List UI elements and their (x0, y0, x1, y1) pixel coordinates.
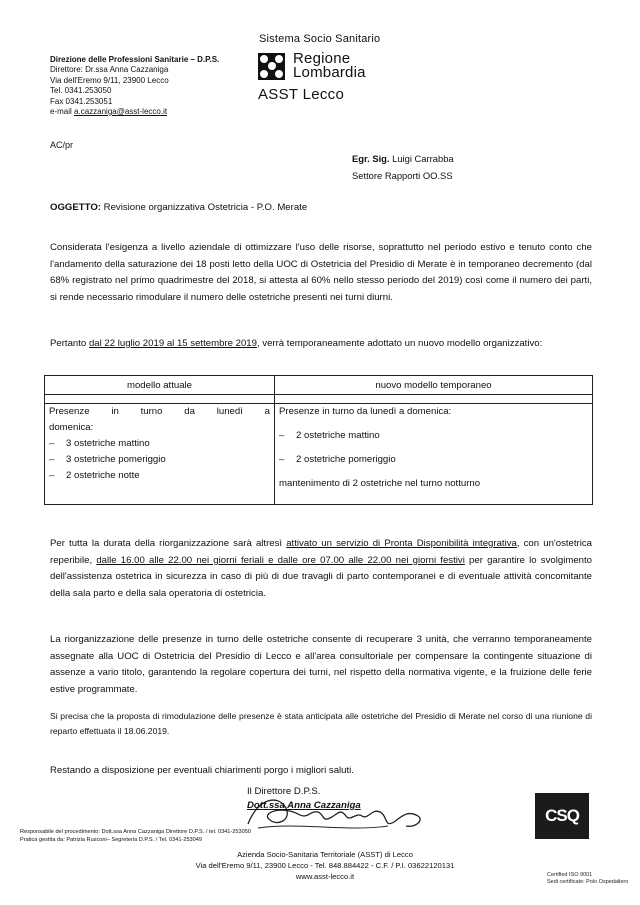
on-call-text-b: , con un'ostetrica reperibile, (50, 538, 592, 566)
table-body-row (45, 404, 593, 505)
paragraph-meeting: Si precisa che la proposta di rimodulazione delle presenze è stata anticipata alle ostetriche del Presidio di Merate nel corso di una riunione di reparto effettuata il 18.06.2019. (50, 711, 592, 736)
period-text-a: Pertanto (50, 338, 89, 349)
email-label: e-mail (50, 107, 72, 117)
department-block (50, 55, 270, 117)
certification-note (547, 872, 628, 886)
list-item: – 2 ostetriche pomeriggio (279, 454, 396, 465)
current-model-cell (45, 404, 275, 505)
header-current-model: modello attuale (45, 376, 275, 395)
footer-org: Azienda Socio-Sanitaria Territoriale (ASST) di Lecco (237, 850, 413, 859)
region-line-2: Lombardia (293, 64, 366, 81)
salutation: Egr. Sig. (352, 153, 390, 164)
table-header-row (45, 376, 593, 395)
responsible-line: Responsabile del procedimento: Dott.ssa Anna Cazzaniga Direttore D.P.S. / tel. 0341-253050 (20, 829, 251, 835)
on-call-text-a: Per tutta la durata della riorganizzazione sarà altresì (50, 538, 287, 549)
cert-line-2: Sedi certificate: Polo Ospedaliero (547, 879, 629, 885)
on-call-hours: dalle 16.00 alle 22.00 nei giorni feriali e dalle ore 07.00 alle 22.00 nei giorni festivi (96, 554, 465, 566)
footer-website[interactable]: www.asst-lecco.it (295, 872, 355, 881)
subject-text: Revisione organizzativa Ostetricia - P.O. Merate (103, 202, 308, 213)
asst-label: ASST Lecco (258, 86, 345, 103)
paragraph-closing: Restando a disposizione per eventuali chiarimenti porgo i migliori saluti. (50, 765, 354, 776)
period-dates: dal 22 luglio 2019 al 15 settembre 2019 (88, 338, 257, 349)
region-name (293, 52, 366, 80)
reference-code: AC/pr (50, 140, 74, 150)
system-label: Sistema Socio Sanitario (259, 33, 381, 45)
email-line (50, 107, 270, 117)
new-note: mantenimento di 2 ostetriche nel turno notturno (279, 478, 481, 489)
department-title: Direzione delle Professioni Sanitarie – D.P.S. (50, 55, 220, 64)
list-item: – 2 ostetriche mattino (279, 430, 380, 441)
region-line-1: Regione (293, 50, 351, 67)
list-item: – 2 ostetriche notte (49, 470, 140, 481)
cert-line-1: Certified ISO 9001 (547, 872, 593, 878)
phone-line: Tel. 0341.253050 (50, 86, 112, 96)
recipient-line (352, 150, 454, 167)
list-item: – 3 ostetriche pomeriggio (49, 454, 166, 465)
rosa-camuna-icon (258, 53, 285, 80)
header-new-model: nuovo modello temporaneo (275, 376, 593, 395)
on-call-service: attivato un servizio di Pronta Disponibilità integrativa (286, 538, 517, 549)
logo-row (258, 52, 458, 80)
signatory-name: Dott.ssa Anna Cazzaniga (247, 800, 361, 811)
current-intro-line-1: Presenze in turno da lunedì a (49, 406, 270, 417)
fax-line: Fax 0341.253051 (50, 96, 113, 106)
new-intro: Presenze in turno da lunedì a domenica: (279, 406, 452, 417)
recipient-name: Luigi Carrabba (392, 153, 454, 164)
current-intro-line-2: domenica: (49, 422, 94, 433)
list-item: – 3 ostetriche mattino (49, 438, 150, 449)
paragraph-context: Considerata l'esigenza a livello aziendale di ottimizzare l'uso delle risorse, soprattutto nel periodo estivo e tenuto conto che l'andamento della saturazione dei 18 posti letto della UOC di Ostetricia del Presidio di Merate è in temporaneo decremento (dal 68% registrato nel primo quadrimestre del 2018, si attesta al 60% nello stesso periodo del 2019) così come il numero dei parti, si rende necessario rimodulare il numero delle ostetriche presenti nei turni diurni. (50, 242, 592, 303)
signatory-title: Il Direttore D.P.S. (247, 786, 321, 797)
recipient-block (352, 150, 454, 184)
footer-address: Via dell'Eremo 9/11, 23900 Lecco - Tel. 848.884422 - C.F. / P.I. 03622120131 (195, 861, 455, 870)
page-footer (160, 849, 490, 882)
on-call-text-c: per garantire lo svolgimento dell'assistenza ostetrica in sicurezza in caso di più di due travagli di parto contemporanei e di eventuale attività concomitante della sala parto e della sala operatoria di ostetricia. (50, 554, 593, 599)
paragraph-on-call (50, 536, 592, 602)
email-link[interactable]: a.cazzaniga@asst-lecco.it (74, 107, 168, 117)
paragraph-period (50, 336, 592, 353)
handled-by-line: Pratica gestita da: Patrizia Rusconi– Segreteria D.P.S. / Tel. 0341-253049 (20, 837, 203, 844)
director-line: Direttore: Dr.ssa Anna Cazzaniga (50, 65, 169, 75)
period-text-b: , verrà temporaneamente adottato un nuovo modello organizzativo: (256, 338, 543, 349)
address-line: Via dell'Eremo 9/11, 23900 Lecco (50, 75, 169, 85)
recipient-office: Settore Rapporti OO.SS (352, 170, 453, 181)
regione-lombardia-logo (258, 33, 458, 103)
procedure-info (20, 828, 251, 844)
new-model-cell (275, 404, 593, 505)
model-comparison-table (44, 375, 593, 505)
table-spacer-row (45, 395, 593, 404)
csq-certification-logo: CSQ (535, 793, 589, 839)
subject-label: OGGETTO: (50, 202, 101, 213)
paragraph-reassignment: La riorganizzazione delle presenze in turno delle ostetriche consente di recuperare 3 unità, che verranno temporaneamente assegnate alla UOC di Ostetricia del Presidio di Lecco e all'area consultoriale per compensare la contingente situazione di assenze a vario titolo, garantendo la regolare copertura dei turni, nel rispetto della normativa vigente, e la fruizione delle ferie estive programmate. (50, 634, 592, 695)
subject-line (50, 202, 307, 213)
